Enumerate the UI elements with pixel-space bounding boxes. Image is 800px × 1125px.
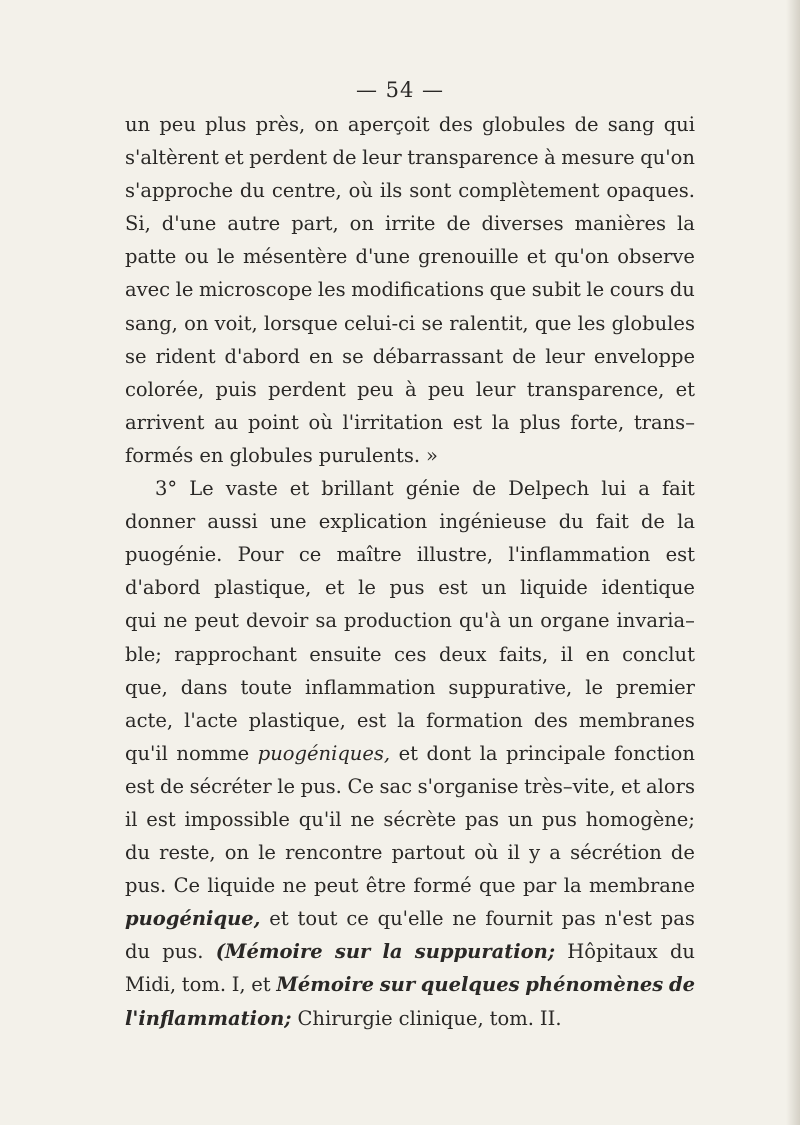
word: d'abord [224,344,301,368]
word: autre [227,212,281,236]
word: plastique, [214,576,312,600]
word: peut [194,609,239,633]
word: purulents. [318,443,421,467]
word: du [239,179,265,203]
word: d'une [355,245,410,269]
word: débarrassant [372,344,504,368]
word: la [563,874,582,898]
body-text [125,108,695,1035]
word: est [665,543,695,567]
text-line [125,406,695,439]
word: s'organise [417,774,519,798]
word: brillant [321,477,394,501]
word: que, [125,675,168,699]
text-line [125,770,695,803]
word: membranes [578,708,695,732]
word: production [344,609,452,633]
word: membrane [588,874,695,898]
word: » [426,443,438,467]
word: phénomènes [525,973,664,997]
word: être [365,874,406,898]
word: avec [125,278,171,302]
text-line [125,207,695,240]
word: est [356,708,387,732]
word: qu'à [458,609,501,633]
word: trans– [633,410,695,434]
word: plus [205,113,247,136]
text-line [125,307,695,340]
word: y [529,841,541,865]
word: qui [125,609,157,633]
word: clinique, [398,1006,484,1030]
word: ralentit, [449,311,529,335]
word: organe [540,609,610,633]
word: Delpech [508,477,590,501]
word: la [677,212,695,236]
word: on [314,113,339,136]
word: la [382,940,403,964]
word: part, [291,212,339,236]
word: la [397,708,416,732]
word: peu [357,377,394,401]
word: Pour [237,543,284,567]
word: le [586,278,605,302]
word: ne [282,874,307,898]
word: a [549,841,561,865]
word: et [621,774,641,798]
word: liquide [520,576,588,600]
word: au [214,410,239,434]
text-line [125,340,695,373]
word: sont [409,179,452,203]
word: peu [427,377,465,401]
word: du [125,841,151,865]
word: où [348,179,373,203]
word: impossible [184,807,290,831]
word: du [669,278,695,302]
word: modifications [351,278,485,302]
word: colorée, [125,377,205,401]
word: le [585,675,604,699]
word: patte [125,245,177,269]
text-line [125,141,695,174]
word: sur [379,973,416,997]
word: les [317,278,346,302]
word: Chirurgie [297,1006,393,1030]
word: où [474,841,499,865]
word: pas [660,907,695,931]
word: et [224,146,244,170]
word: rident [155,344,216,368]
word: sang, [125,311,178,335]
word: qu'on [554,245,610,269]
text-line [125,968,695,1001]
word: qu'il [125,741,168,765]
word: devoir [245,609,309,633]
word: de [670,841,695,865]
word: ne [163,609,188,633]
word: par [522,874,557,898]
word: pus. [300,774,342,798]
text-line [125,869,695,902]
word: peut [313,874,359,898]
word: en [309,344,334,368]
word: rencontre [285,841,383,865]
word: se [125,344,147,368]
word: arrivent [125,410,205,434]
word: observe [617,245,695,269]
page-edge-shadow [786,0,800,1125]
word: du [669,940,695,964]
word: rapprochant [174,642,297,666]
word: où [308,410,333,434]
text-line [125,902,695,935]
word: tom. [181,973,227,997]
word: en [199,443,224,467]
word: une [269,510,307,534]
word: transparence [407,146,539,170]
word: explication [318,510,428,534]
word: que [534,311,572,335]
word: est [452,410,483,434]
word: de [472,477,497,501]
text-line [125,174,695,207]
word: un [481,576,507,600]
word: ce [346,907,369,931]
text-line [125,571,695,604]
text-line [125,935,695,968]
word: ble; [125,642,162,666]
word: la [479,741,498,765]
word: donner [125,510,196,534]
word: d'une [161,212,217,236]
word: diverses [481,212,564,236]
word: lorsque [263,311,338,335]
word: de [159,774,185,798]
word: des [533,708,568,732]
word: de [446,212,471,236]
text-line [125,505,695,538]
word: formé [413,874,472,898]
word: Ce [173,874,201,898]
word: à [544,146,556,170]
word: (Mémoire [215,940,323,964]
word: est [438,576,468,600]
word: irrite [384,212,436,236]
word: d'abord [125,576,201,600]
word: et [325,576,345,600]
word: mésentère [242,245,348,269]
text-line [125,373,695,406]
word: un [125,113,151,136]
word: tom. [489,1006,534,1030]
word: on [349,212,374,236]
word: a [638,477,650,501]
word: globules [611,311,695,335]
text-line [125,472,695,505]
word: il [125,807,138,831]
word: ingénieuse [439,510,547,534]
word: la [491,410,510,434]
word: et [251,973,271,997]
word: sécréter [189,774,272,798]
word: un [507,807,533,831]
word: de [512,344,537,368]
word: peu [159,113,196,136]
word: se [421,311,444,335]
word: se [342,344,364,368]
word: sécrétion [570,841,662,865]
word: sécrète [383,807,457,831]
word: Si, [125,212,151,236]
word: manières [574,212,666,236]
word: il [560,642,574,666]
word: forte, [570,410,625,434]
word: voit, [214,311,258,335]
word: pus [389,576,425,600]
word: qu'il [298,807,342,831]
word: du [558,510,584,534]
word: formation [426,708,523,732]
word: sa [315,609,337,633]
text-line [125,836,695,869]
word: enveloppe [593,344,695,368]
word: et [526,245,547,269]
word: grenouille [418,245,519,269]
word: un [508,609,534,633]
word: plastique, [248,708,346,732]
word: faits, [499,642,549,666]
word: quelques [420,973,520,997]
word: génie [405,477,461,501]
word: pas [561,907,596,931]
word: que [489,278,527,302]
word: est [146,807,176,831]
word: I, [231,973,246,997]
word: homogène; [585,807,695,831]
word: le [358,576,376,600]
word: de [574,113,599,136]
word: en [585,642,610,666]
word: leur [362,146,402,170]
word: inflammation [304,675,436,699]
word: celui-ci [343,311,416,335]
word: deux [438,642,487,666]
word: 3° [155,477,178,501]
word: sur [334,940,371,964]
word: l'inflammation; [125,1006,292,1030]
word: partout [391,841,465,865]
word: fait [595,510,629,534]
word: puogéniques, [257,741,391,765]
word: tout [297,907,338,931]
word: premier [616,675,695,699]
word: complètement [458,179,600,203]
word: pas [464,807,500,831]
word: Midi, [125,973,177,997]
word: fait [661,477,695,501]
word: puogénie. [125,543,223,567]
word: suppuration; [414,940,556,964]
word: qu'elle [377,907,444,931]
word: globules [229,443,313,467]
word: fonction [614,741,695,765]
word: fournit [485,907,553,931]
word: à [405,377,417,401]
word: de [640,510,665,534]
word: on [224,841,250,865]
word: mesure [561,146,635,170]
word: invaria– [616,609,695,633]
word: subit [531,278,581,302]
word: aperçoit [347,113,430,136]
word: vaste [225,477,278,501]
word: reste, [159,841,216,865]
word: le [216,245,235,269]
text-line [125,1002,695,1035]
word: près, [255,113,306,136]
word: le [175,278,194,302]
word: Hôpitaux [567,940,658,964]
word: de [668,973,695,997]
word: formés [125,443,194,467]
word: de [332,146,357,170]
word: perdent [249,146,328,170]
text-line [125,704,695,737]
word: conclut [622,642,695,666]
text-line [125,604,695,637]
word: pus. [162,940,204,964]
word: et [289,477,310,501]
word: II. [539,1006,562,1030]
word: n'est [604,907,652,931]
word: ce [298,543,322,567]
word: l'acte [184,708,238,732]
word: sac [379,774,413,798]
word: point [248,410,299,434]
text-line [125,108,695,141]
word: Ce [347,774,374,798]
word: des [438,113,473,136]
word: acte, [125,708,174,732]
word: les [577,311,606,335]
word: perdent [268,377,346,401]
word: centre, [271,179,342,203]
word: identique [601,576,695,600]
word: l'inflammation [508,543,651,567]
word: est [125,774,155,798]
page-number: — 54 — [355,78,445,102]
word: pus. [125,874,167,898]
word: dans [180,675,228,699]
word: très–vite, [524,774,616,798]
word: l'irritation [342,410,444,434]
word: ou [184,245,209,269]
text-line [125,240,695,273]
word: puogénique, [125,907,261,931]
word: dont [426,741,472,765]
word: plus [519,410,561,434]
word: et [675,377,695,401]
text-line [125,737,695,770]
word: maître [336,543,402,567]
text-line [125,273,695,306]
word: sang [607,113,655,136]
word: s'altèrent [125,146,219,170]
word: liquide [207,874,276,898]
word: s'approche [125,179,234,203]
word: et [269,907,289,931]
word: la [677,510,695,534]
word: illustre, [416,543,494,567]
word: aussi [207,510,258,534]
word: alors [646,774,695,798]
text-line [125,439,695,472]
text-line [125,803,695,836]
word: Le [189,477,214,501]
word: puis [215,377,257,401]
word: opaques. [606,179,695,203]
text-line [125,538,695,571]
word: leur [475,377,516,401]
word: Mémoire [276,973,375,997]
word: ne [350,807,375,831]
word: nomme [176,741,250,765]
word: ensuite [309,642,382,666]
word: on [184,311,209,335]
word: cours [609,278,665,302]
word: principale [506,741,606,765]
word: pus [541,807,577,831]
word: ne [452,907,477,931]
word: microscope [198,278,313,302]
word: ils [379,179,403,203]
word: lui [601,477,627,501]
text-line [125,638,695,671]
word: globules [482,113,566,136]
word: le [258,841,276,865]
word: il [507,841,521,865]
word: qu'on [640,146,695,170]
word: toute [240,675,292,699]
word: transparence, [526,377,665,401]
word: suppurative, [448,675,573,699]
word: le [277,774,296,798]
word: que [479,874,516,898]
word: et [398,741,418,765]
word: qui [663,113,695,136]
text-line [125,671,695,704]
word: leur [545,344,585,368]
word: ces [394,642,427,666]
word: du [125,940,151,964]
